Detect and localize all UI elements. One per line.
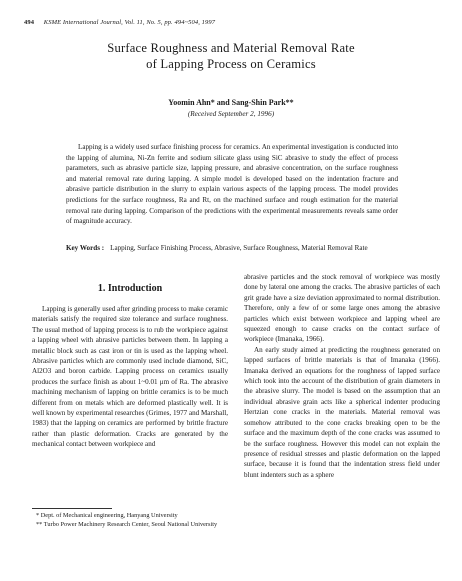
abstract-text: Lapping is a widely used surface finishing process for ceramics. An experimental investigation is conducted into the lapping of alumina, Ni-Zn ferrite and sodium silicate glass using SiC abrasive to study the effect of process parameters, such as abrasive particle size, lapping pressure, and abrasive concentration, on the surface roughness and material removal rate during lapping. A simple model is developed based on the indentation fracture and abrasive particle distribution in the slurry to explain various aspects of the lapping process. The model provides predictions for the surface roughness, Ra and Rt, on the machined surface and rough estimation for the material removal rate during lapping. Comparison of the predictions with the experimental measurements reveals same order of magnitude accuracy. [66,143,398,226]
footnotes [32,512,228,529]
paper-title [0,40,462,72]
author-list: Yoomin Ahn* and Sang-Shin Park** [168,98,294,107]
keywords-text: Lapping, Surface Finishing Process, Abrasive, Surface Roughness, Material Removal Rate [110,244,368,252]
right-column [244,272,440,480]
left-column [32,283,228,450]
section-heading: 1. Introduction [97,283,163,294]
intro-paragraph-1: Lapping is generally used after grinding process to make ceramic materials satisfy the required size tolerance and surface roughness. The usual method of lapping process is to rub the workpiece against a lapping wheel with abrasive particles between them. In lapping a metallic block such as cast iron or tin is used as the lapping wheel. Abrasive particles which are commonly used include diamond, SiC, Al2O3 and boron carbide. Lapping process on ceramics usually produces the surface finish as about 1~0.01 μm of Ra. The abrasive machining mechanism of lapping on brittle ceramics is to be much different from on metals which are deformed plastically well. It is well known by experimental researches (Grimes, 1977 and Marshall, 1983) that the lapping on ceramics are performed by brittle fracture rather than plastic deformation. Cracks are generated by the mechanical contact between workpiece and [32,305,228,449]
title-line-1: Surface Roughness and Material Removal Rate [107,41,355,55]
footnote-2: ** Turbo Power Machinery Research Center, Seoul National University [36,520,218,528]
received-date: (Received September 2, 1996) [187,110,275,118]
keywords [66,243,398,254]
running-header [24,19,215,26]
title-line-2: of Lapping Process on Ceramics [146,57,316,71]
page-number: 494 [24,19,35,26]
intro-paragraph-continued: abrasive particles and the stock removal of workpiece was mostly done by lateral one among the cracks. The abrasive particles of each grit grade have a size deviation approximated to normal distribution. Therefore, only a few of or some large ones among the abrasive particles which exist between workpiece and lapping wheel are squeezed enough to cause cracks on the contact surface of workpiece (Imanaka, 1966). [244,273,440,344]
footnote-divider [32,508,112,509]
keywords-label: Key Words : [66,244,105,252]
abstract [66,142,398,227]
intro-paragraph-2: An early study aimed at predicting the roughness generated on lapped surfaces of brittle materials is that of Imanaka (1966). Imanaka derived an equations for the roughness of lapped surface which took into the account of the distribution of grain diameters in the abrasive slurry. The model is based on the assumption that an individual abrasive grain acts like a spherical indenter producing Hertzian cone cracks in the materials. Material removal was somehow attributed to the cone cracks breaking open to be the surface and the maximum depth of the cone cracks was assumed to be the surface roughness. However this model can not explain the presence of residual stresses and plastic deformation on the lapped surface, because it is found that the indentation stress field under blunt indenters such as a sphere [244,345,440,479]
footnote-1: * Dept. of Mechanical engineering, Hanyang University [36,512,178,519]
journal-citation: KSME International Journal, Vol. 11, No. 5, pp. 494~504, 1997 [43,19,216,26]
